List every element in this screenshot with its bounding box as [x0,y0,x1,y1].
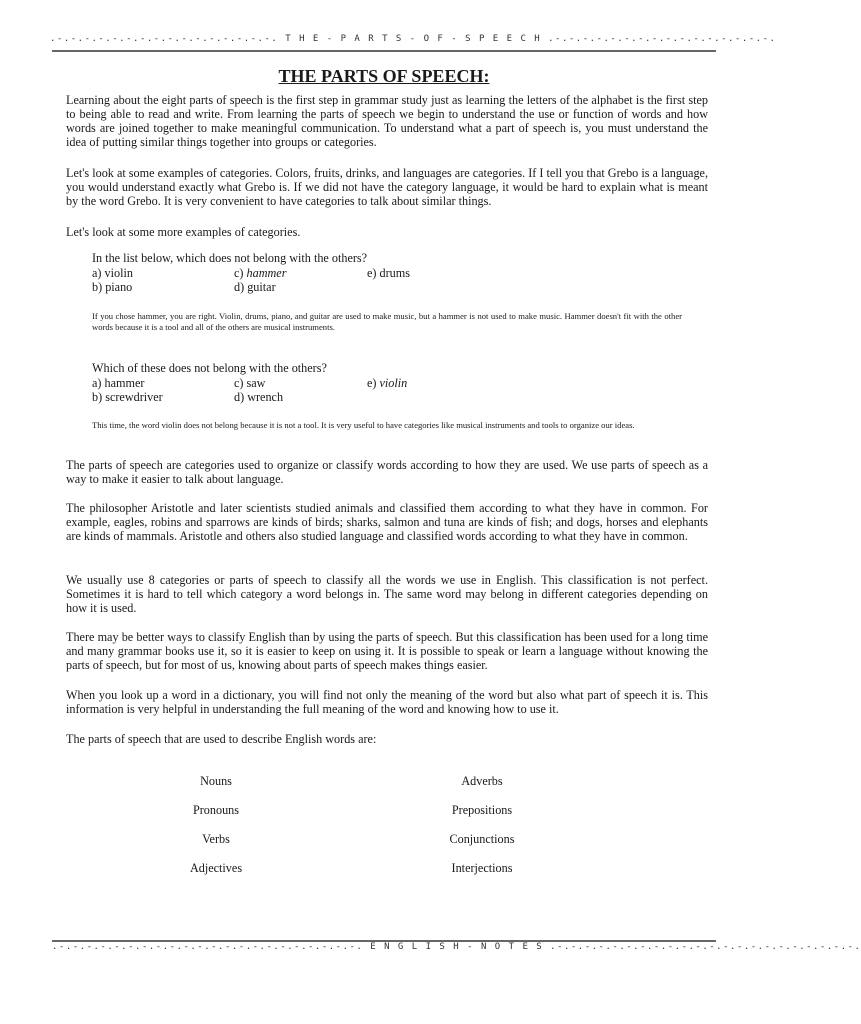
question1-option-b: b) piano [92,280,133,294]
page-footer: .-.-.-.-.-.-.-.-.-.-.-.-.-.-.-.-.-.-.-.-.-.-. E N G L I S H - N O T E S .-.-.-.-.-.-.-.-.-.-.-.-.-.-.-.-.-.-.-.-.-.-. [52,942,861,952]
intro-paragraph: Learning about the eight parts of speech is the first step in grammar study just as learning the letters of the alphabet is the first step to being able to read and write. From learning the parts of speech we begin to understand the use or function of words and how words are joined together to make meaningful communication. To understand what a part of speech is, you must understand the idea of putting similar things together into groups or categories. [66,93,708,149]
list-item: Nouns [200,774,232,788]
question1-option-c [234,266,286,280]
categories-paragraph: Let's look at some examples of categories. Colors, fruits, drinks, and languages are categories. If I tell you that Grebo is a language, you would understand exactly what Grebo is. If we did not have the category language, it would be hard to explain what is meant by the word Grebo. It is very convenient to have categories to talk about similar things. [66,166,708,208]
list-item: Pronouns [192,803,240,817]
question2-option-b: b) screwdriver [92,390,163,404]
question2-explanation: This time, the word violin does not belong because it is not a tool. It is very useful to have categories like musical instruments and tools to organize our ideas. [92,420,635,430]
list-intro-paragraph: The parts of speech that are used to describe English words are: [66,732,377,746]
aristotle-paragraph: The philosopher Aristotle and later scientists studied animals and classified them according to what they have in common. For example, eagles, robins and sparrows are kinds of birds; sharks, salmon and tuna are kinds of fish; and dogs, horses and elephants are kinds of mammals. Aristotle and others also studied language and classified words according to what they have in common. [66,501,708,543]
question1-option-a: a) violin [92,266,133,280]
question1-option-e: e) drums [367,266,410,280]
list-item: Adverbs [461,774,503,788]
question2-option-a: a) hammer [92,376,145,390]
question2-option-e-word: violin [379,376,408,390]
header-rule [52,50,716,52]
list-item: Adjectives [189,861,243,875]
more-examples-paragraph: Let's look at some more examples of categories. [66,225,301,239]
question1-explanation: If you chose hammer, you are right. Violin, drums, piano, and guitar are used to make music, but a hammer is not used to make music. Hammer doesn't fit with the other words because it is a tool and all of the others are musical instruments. [92,311,682,332]
question2-option-d: d) wrench [234,390,284,404]
list-item: Verbs [202,832,230,846]
question2-option-e-letter: e) [367,376,380,390]
list-item: Prepositions [451,803,513,817]
page-header: .-.-.-.-.-.-.-.-.-.-.-.-.-.-.-.-. T H E - P A R T S - O F - S P E E C H .-.-.-.-.-.-.-.-.-.-.-.-.-.-.-.-. [50,34,777,44]
classification-paragraph: There may be better ways to classify English than by using the parts of speech. But this classification has been used for a long time and many grammar books use it, so it is easier to keep on using it. It is possible to speak or learn a language without knowing the parts of speech, but for most of us, knowing about parts of speech makes things easier. [66,630,708,672]
dictionary-paragraph: When you look up a word in a dictionary, you will find not only the meaning of the word but also what part of speech it is. This information is very helpful in understanding the full meaning of the word and knowing how to use it. [66,688,708,716]
page-title: THE PARTS OF SPEECH: [278,66,490,86]
question1-option-c-letter: c) [234,266,247,280]
question1-prompt: In the list below, which does not belong with the others? [92,251,368,265]
question2-option-c: c) saw [234,376,266,390]
eight-categories-paragraph: We usually use 8 categories or parts of speech to classify all the words we use in English. This classification is not perfect. Sometimes it is hard to tell which category a word belongs in. The same word may belong in different categories depending on how it is used. [66,573,708,615]
definition-paragraph: The parts of speech are categories used to organize or classify words according to how they are used. We use parts of speech as a way to make it easier to talk about language. [66,458,708,486]
list-item: Interjections [451,861,513,875]
question1-option-c-word: hammer [246,266,287,280]
question1-option-d: d) guitar [234,280,276,294]
question2-option-e [367,376,407,390]
list-item: Conjunctions [449,832,515,846]
question2-prompt: Which of these does not belong with the others? [92,361,327,375]
